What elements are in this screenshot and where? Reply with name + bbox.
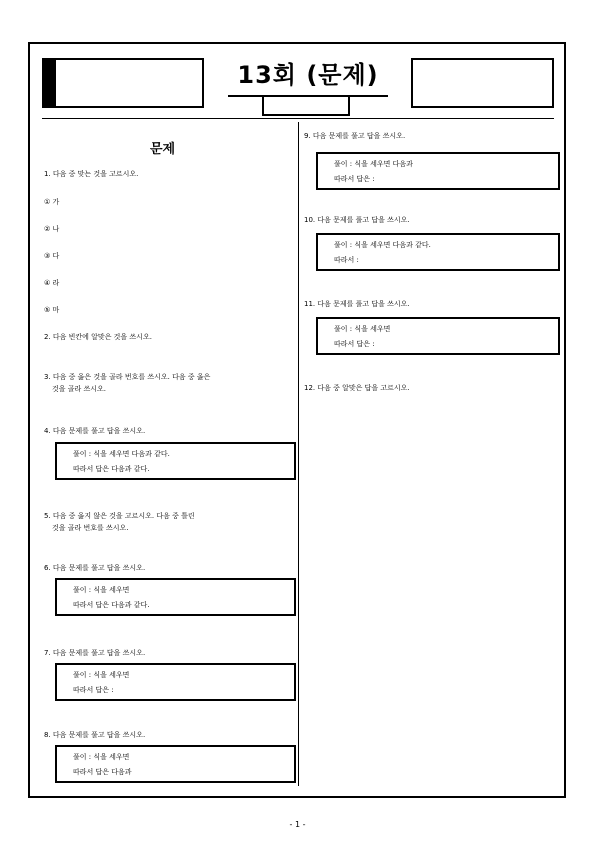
answer-box-2-line-1: 풀이 : 식을 세우면 (73, 586, 130, 594)
question-10: 10. 다음 문제를 풀고 답을 쓰시오. (304, 216, 410, 224)
question-3-line-1: 3. 다음 중 옳은 것을 골라 번호를 쓰시오. 다음 중 옳은 (44, 373, 211, 381)
answer-box-3 (55, 663, 296, 701)
question-11: 11. 다음 문제를 풀고 답을 쓰시오. (304, 300, 410, 308)
answer-box-1 (55, 442, 296, 480)
answer-box-2 (55, 578, 296, 616)
answer-box-3-line-2: 따라서 답은 : (73, 686, 114, 694)
question-6: 6. 다음 문제를 풀고 답을 쓰시오. (44, 564, 146, 572)
question-2: 2. 다음 빈칸에 알맞은 것을 쓰시오. (44, 333, 152, 341)
question-5-line-2: 것을 골라 번호를 쓰시오. (52, 524, 129, 532)
option-1: ① 가 (44, 198, 60, 206)
option-4: ④ 라 (44, 279, 60, 287)
question-3-line-2: 것을 골라 쓰시오. (52, 385, 107, 393)
answer-box-5 (316, 152, 560, 190)
header-right-box (411, 58, 554, 108)
section-heading: 문제 (150, 142, 176, 157)
answer-box-6-line-2: 따라서 : (334, 256, 359, 264)
page-number: - 1 - (289, 820, 306, 829)
question-8: 8. 다음 문제를 풀고 답을 쓰시오. (44, 731, 146, 739)
column-divider (298, 122, 299, 786)
question-4: 4. 다음 문제를 풀고 답을 쓰시오. (44, 427, 146, 435)
header-divider (42, 118, 554, 119)
answer-box-4 (55, 745, 296, 783)
option-5: ⑤ 마 (44, 306, 60, 314)
question-12: 12. 다음 중 알맞은 답을 고르시오. (304, 384, 410, 392)
answer-box-7-line-1: 풀이 : 식을 세우면 (334, 325, 391, 333)
answer-box-5-line-1: 풀이 : 식을 세우면 다음과 (334, 160, 413, 168)
question-9: 9. 다음 문제를 풀고 답을 쓰시오. (304, 132, 406, 140)
answer-box-3-line-1: 풀이 : 식을 세우면 (73, 671, 130, 679)
option-3: ③ 다 (44, 252, 60, 260)
header-left-bar (44, 60, 56, 106)
answer-box-7-line-2: 따라서 답은 : (334, 340, 375, 348)
answer-box-6-line-1: 풀이 : 식을 세우면 다음과 같다. (334, 241, 431, 249)
answer-box-7 (316, 317, 560, 355)
answer-box-4-line-2: 따라서 답은 다음과 (73, 768, 132, 776)
question-5-line-1: 5. 다음 중 옳지 않은 것을 고르시오. 다음 중 틀린 (44, 512, 195, 520)
answer-box-6 (316, 233, 560, 271)
header-left-box (42, 58, 204, 108)
answer-box-1-line-2: 따라서 답은 다음과 같다. (73, 465, 150, 473)
answer-box-4-line-1: 풀이 : 식을 세우면 (73, 753, 130, 761)
question-1: 1. 다음 중 맞는 것을 고르시오. (44, 170, 139, 178)
answer-box-2-line-2: 따라서 답은 다음과 같다. (73, 601, 150, 609)
option-2: ② 나 (44, 225, 60, 233)
question-7: 7. 다음 문제를 풀고 답을 쓰시오. (44, 649, 146, 657)
answer-box-5-line-2: 따라서 답은 : (334, 175, 375, 183)
answer-box-1-line-1: 풀이 : 식을 세우면 다음과 같다. (73, 450, 170, 458)
score-box (262, 96, 350, 116)
page-title: 13회 (문제) (237, 61, 379, 89)
